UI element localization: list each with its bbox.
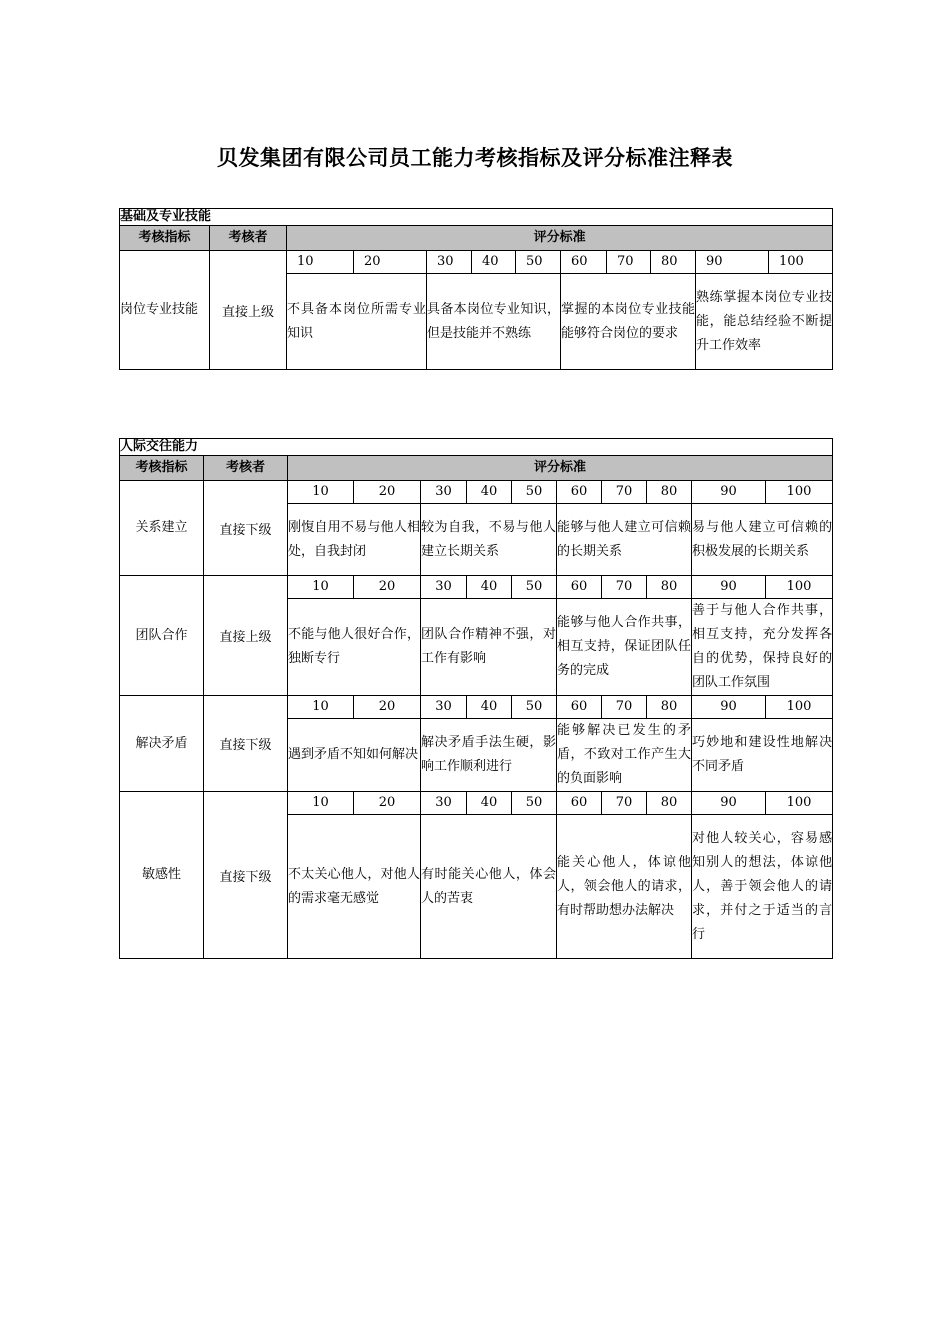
score-cell: 100	[766, 576, 833, 599]
score-cell: 90	[692, 481, 766, 504]
score-cell: 10	[288, 481, 354, 504]
interpersonal-rows	[120, 481, 833, 959]
score-cell: 40	[467, 481, 512, 504]
evaluator-cell: 直接上级	[204, 576, 288, 696]
score-cell: 80	[647, 696, 692, 719]
score-cell: 40	[467, 792, 512, 815]
skills-table	[119, 208, 833, 370]
interpersonal-table	[119, 438, 833, 959]
header-criteria: 评分标准	[288, 456, 833, 481]
indicator-cell: 关系建立	[120, 481, 204, 576]
section-title: 人际交往能力	[120, 439, 833, 456]
score-cell: 70	[602, 792, 647, 815]
score-cell: 30	[421, 696, 467, 719]
header-evaluator: 考核者	[204, 456, 288, 481]
score-cell: 40	[472, 251, 516, 274]
score-cell: 50	[512, 696, 557, 719]
level-description: 团队合作精神不强，对工作有影响	[421, 599, 557, 696]
indicator-cell: 敏感性	[120, 792, 204, 959]
level-description: 遇到矛盾不知如何解决	[288, 719, 421, 792]
score-cell: 50	[512, 576, 557, 599]
score-cell: 20	[354, 792, 421, 815]
score-cell: 100	[766, 696, 833, 719]
score-cell: 70	[602, 481, 647, 504]
score-cell: 10	[287, 251, 354, 274]
score-cell: 30	[421, 792, 467, 815]
score-cell: 100	[766, 481, 833, 504]
score-cell: 10	[288, 792, 354, 815]
level-description: 较为自我，不易与他人建立长期关系	[421, 504, 557, 576]
score-cell: 20	[354, 481, 421, 504]
section-title: 基础及专业技能	[120, 209, 833, 226]
level-description: 解决矛盾手法生硬，影响工作顺利进行	[421, 719, 557, 792]
score-cell: 90	[692, 576, 766, 599]
score-cell: 20	[354, 251, 427, 274]
score-cell: 60	[557, 481, 602, 504]
evaluator-cell: 直接下级	[204, 792, 288, 959]
score-cell: 60	[557, 576, 602, 599]
level-description: 对他人较关心，容易感知别人的想法，体谅他人，善于领会他人的请求，并付之于适当的言行	[692, 815, 833, 959]
evaluator-cell: 直接下级	[204, 481, 288, 576]
level-description: 掌握的本岗位专业技能能够符合岗位的要求	[561, 274, 696, 370]
indicator-cell: 团队合作	[120, 576, 204, 696]
score-cell: 20	[354, 696, 421, 719]
score-cell: 90	[696, 251, 769, 274]
score-cell: 80	[647, 481, 692, 504]
score-cell: 80	[647, 576, 692, 599]
level-description: 易与他人建立可信赖的积极发展的长期关系	[692, 504, 833, 576]
score-cell: 60	[557, 696, 602, 719]
score-cell: 20	[354, 576, 421, 599]
level-description: 善于与他人合作共事，相互支持，充分发挥各自的优势，保持良好的团队工作氛围	[692, 599, 833, 696]
level-description: 熟练掌握本岗位专业技能，能总结经验不断提升工作效率	[696, 274, 833, 370]
level-description: 巧妙地和建设性地解决不同矛盾	[692, 719, 833, 792]
score-cell: 100	[766, 792, 833, 815]
score-cell: 80	[651, 251, 696, 274]
level-description: 不太关心他人，对他人的需求毫无感觉	[288, 815, 421, 959]
level-description: 能够与他人合作共事，相互支持，保证团队任务的完成	[557, 599, 692, 696]
evaluator-cell: 直接下级	[204, 696, 288, 792]
level-description: 能够解决已发生的矛盾，不致对工作产生大的负面影响	[557, 719, 692, 792]
score-cell: 60	[557, 792, 602, 815]
score-cell: 30	[421, 576, 467, 599]
header-criteria: 评分标准	[287, 226, 833, 251]
score-cell: 70	[607, 251, 651, 274]
level-description: 能够与他人建立可信赖的长期关系	[557, 504, 692, 576]
level-description: 刚愎自用不易与他人相处，自我封闭	[288, 504, 421, 576]
evaluator-cell: 直接上级	[210, 251, 287, 370]
score-cell: 10	[288, 696, 354, 719]
document-title: 贝发集团有限公司员工能力考核指标及评分标准注释表	[217, 146, 733, 170]
level-description: 有时能关心他人，体会人的苦衷	[421, 815, 557, 959]
score-cell: 50	[516, 251, 561, 274]
score-cell: 70	[602, 576, 647, 599]
level-description: 具备本岗位专业知识，但是技能并不熟练	[427, 274, 561, 370]
score-cell: 90	[692, 696, 766, 719]
level-description: 不具备本岗位所需专业知识	[287, 274, 427, 370]
score-cell: 40	[467, 696, 512, 719]
indicator-cell: 岗位专业技能	[120, 251, 210, 370]
score-cell: 10	[288, 576, 354, 599]
header-evaluator: 考核者	[210, 226, 287, 251]
score-cell: 30	[427, 251, 472, 274]
score-cell: 50	[512, 481, 557, 504]
header-indicator: 考核指标	[120, 226, 210, 251]
score-cell: 60	[561, 251, 607, 274]
level-description: 能关心他人，体谅他人，领会他人的请求，有时帮助想办法解决	[557, 815, 692, 959]
score-cell: 100	[769, 251, 833, 274]
header-indicator: 考核指标	[120, 456, 204, 481]
score-cell: 70	[602, 696, 647, 719]
score-cell: 80	[647, 792, 692, 815]
score-cell: 90	[692, 792, 766, 815]
indicator-cell: 解决矛盾	[120, 696, 204, 792]
score-cell: 30	[421, 481, 467, 504]
score-cell: 50	[512, 792, 557, 815]
level-description: 不能与他人很好合作，独断专行	[288, 599, 421, 696]
score-cell: 40	[467, 576, 512, 599]
